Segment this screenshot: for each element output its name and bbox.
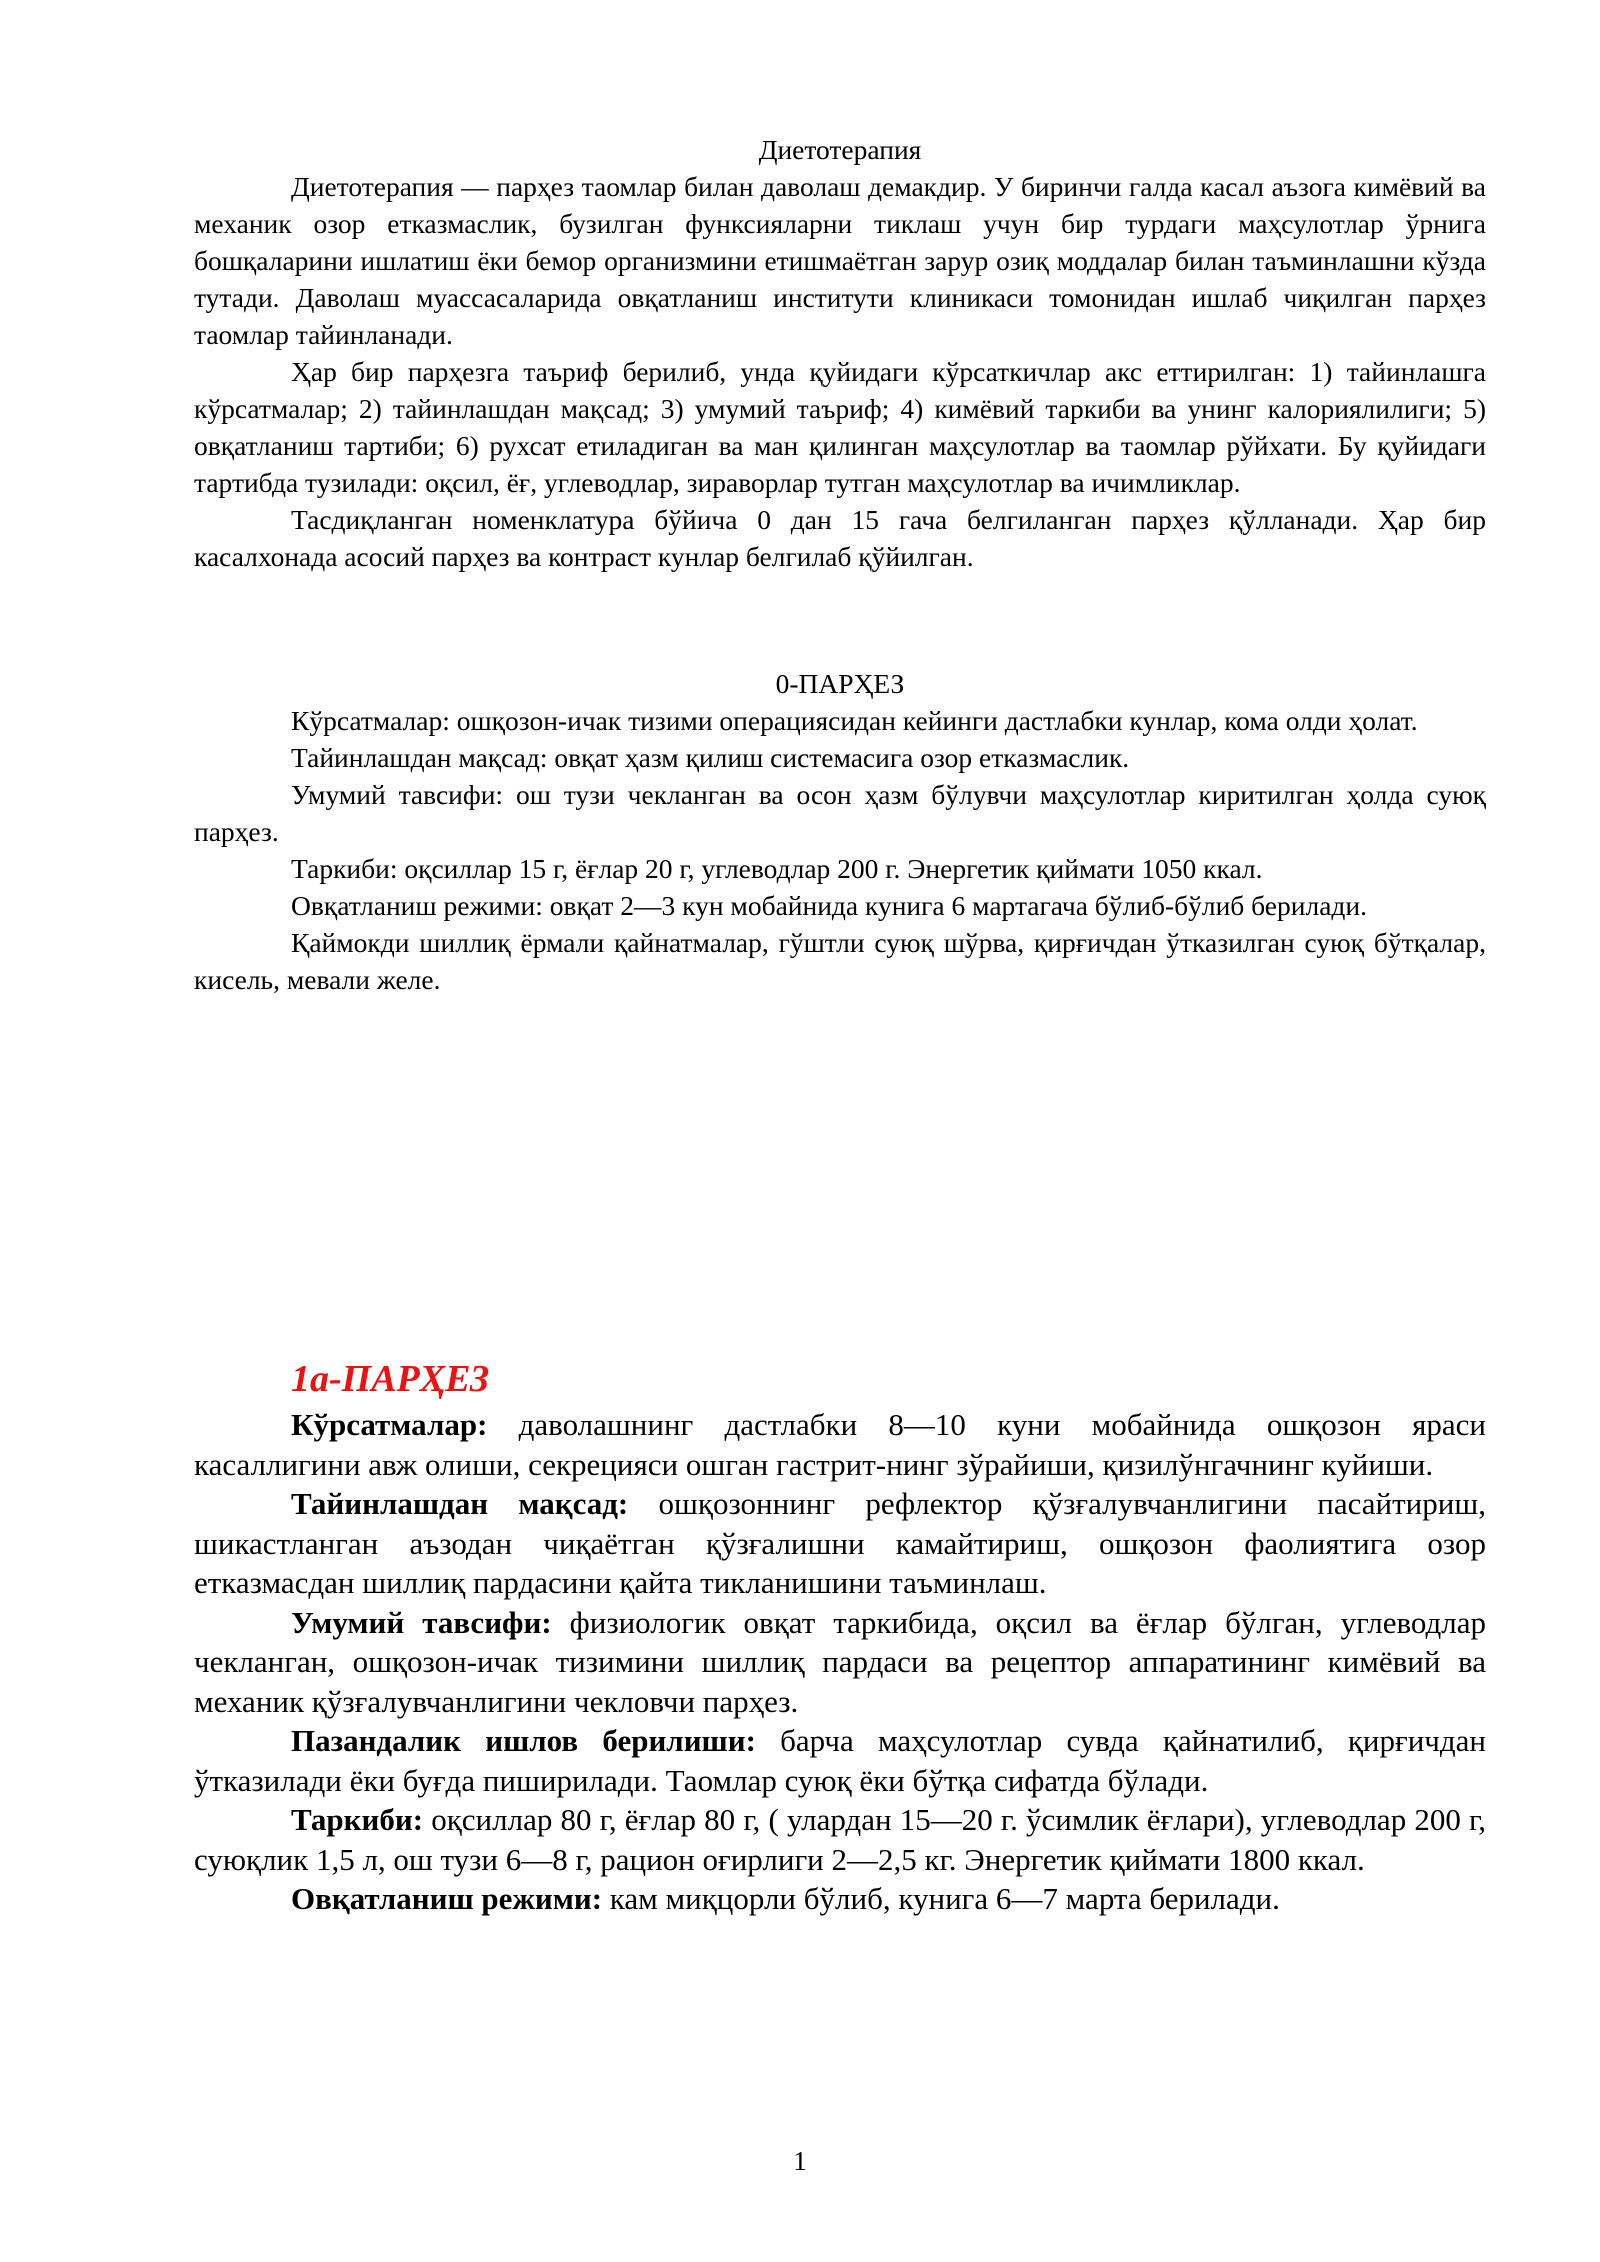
intro-paragraph-3: Тасдиқланган номенклатура бўйича 0 дан 15 гача белгиланган парҳез қўлланади. Ҳар бир касалхонада асосий парҳез ва контраст кунлар белгилаб қўйилган.	[194, 504, 1486, 572]
diet-0-regimen: Овқатланиш режими: овқат 2—3 кун мобайнида кунига 6 мартагача бўлиб-бўлиб берилади.	[291, 890, 1367, 921]
diet-1a-cooking	[194, 1721, 1486, 1800]
intro-title: Диетотерапия	[758, 134, 922, 165]
diet-1a-composition-text: оқсиллар 80 г, ёғлар 80 г, ( улардан 15—20 г. ўсимлик ёғлари), углеводлар 200 г, суюқлик 1,5 л, ош тузи 6—8 г, рацион оғирлиги 2—2,5 кг. Энергетик қиймати 1800 ккал.	[194, 1802, 1486, 1877]
diet-1a-description-label: Умумий тавсифи:	[291, 1604, 552, 1640]
diet-0-foods: Қаймокди шиллиқ ёрмали қайнатмалар, гўштли суюқ шўрва, қирғичдан ўтказилган суюқ бўтқалар, кисель, мевали желе.	[194, 927, 1486, 995]
diet-1a-regimen-text: кам миқцорли бўлиб, кунига 6—7 марта берилади.	[602, 1881, 1280, 1916]
diet-1a-cooking-text: барча маҳсулотлар сувда қайнатилиб, қирғичдан ўтказилади ёки буғда пиширилади. Таомлар суюқ ёки бўтқа сифатда бўлади.	[194, 1723, 1486, 1798]
diet-1a-composition	[194, 1800, 1486, 1879]
intro-section	[194, 131, 1486, 575]
diet-1a-indications-text: даволашнинг дастлабки 8—10 куни мобайнида ошқозон яраси касаллигини авж олиши, секрецияси ошган гастрит-нинг зўрайиши, қизилўнгачнинг куйиши.	[194, 1407, 1486, 1482]
diet-1a-indications-label: Кўрсатмалар:	[291, 1407, 488, 1442]
diet-1a-section	[194, 1355, 1486, 1919]
diet-0-composition: Таркиби: оқсиллар 15 г, ёғлар 20 г, углеводлар 200 г. Энергетик қиймати 1050 ккал.	[291, 853, 1263, 884]
diet-0-title: 0-ПАРҲЕЗ	[775, 668, 905, 699]
intro-paragraph-2: Ҳар бир парҳезга таъриф берилиб, унда қуйидаги кўрсаткичлар акс еттирилган: 1) тайинлашга кўрсатмалар; 2) тайинлашдан мақсад; 3) умумий таъриф; 4) кимёвий таркиби ва унинг калориялилиги; 5) овқатланиш тартиби; 6) рухсат етиладиган ва ман қилинган маҳсулотлар ва таомлар рўйхати. Бу қуйидаги тартибда тузилади: оқсил, ёғ, углеводлар, зираворлар тутган маҳсулотлар ва ичимликлар.	[194, 356, 1486, 498]
page-number: 1	[793, 2145, 807, 2176]
diet-1a-description	[194, 1603, 1486, 1722]
diet-0-purpose: Тайинлашдан мақсад: овқат ҳазм қилиш системасига озор етказмаслик.	[291, 742, 1130, 773]
diet-1a-purpose	[194, 1484, 1486, 1603]
diet-0-description: Умумий тавсифи: ош тузи чекланган ва осон ҳазм бўлувчи маҳсулотлар киритилган ҳолда суюқ парҳез.	[194, 779, 1486, 847]
intro-paragraph-1: Диетотерапия — парҳез таомлар билан даволаш демакдир. У биринчи галда касал аъзога кимёвий ва механик озор етказмаслик, бузилган функсияларни тиклаш учун бир турдаги маҳсулотлар ўрнига бошқаларини ишлатиш ёки бемор организмини етишмаётган зарур озиқ моддалар билан таъминлашни кўзда тутади. Даволаш муассасаларида овқатланиш институти клиникаси томонидан ишлаб чиқилган парҳез таомлар тайинланади.	[194, 171, 1486, 350]
diet-0-indications: Кўрсатмалар: ошқозон-ичак тизими операциясидан кейинги дастлабки кунлар, кома олди ҳолат.	[291, 705, 1418, 736]
diet-1a-indications	[194, 1405, 1486, 1484]
diet-1a-description-text: физиологик овқат таркибида, оқсил ва ёғлар бўлган, углеводлар чекланган, ошқозон-ичак тизимини шиллиқ пардаси ва рецептор аппаратининг кимёвий ва механик қўзғалувчанлигини чекловчи парҳез.	[194, 1604, 1487, 1719]
diet-1a-purpose-text: ошқозоннинг рефлектор қўзғалувчанлигини пасайтириш, шикастланган аъзодан чиқаётган қўзғалишни камайтириш, ошқозон фаолиятига озор етказмасдан шиллиқ пардасини қайта тикланишини таъминлаш.	[194, 1486, 1486, 1600]
diet-1a-cooking-label: Пазандалик ишлов берилиши:	[291, 1723, 756, 1758]
diet-1a-title: 1а-ПАРҲЕЗ	[291, 1358, 490, 1400]
diet-1a-regimen	[194, 1879, 1486, 1919]
diet-1a-composition-label: Таркиби:	[291, 1802, 424, 1837]
diet-0-section	[194, 665, 1486, 998]
diet-1a-purpose-label: Тайинлашдан мақсад:	[291, 1486, 629, 1521]
diet-1a-regimen-label: Овқатланиш режими:	[291, 1881, 603, 1916]
